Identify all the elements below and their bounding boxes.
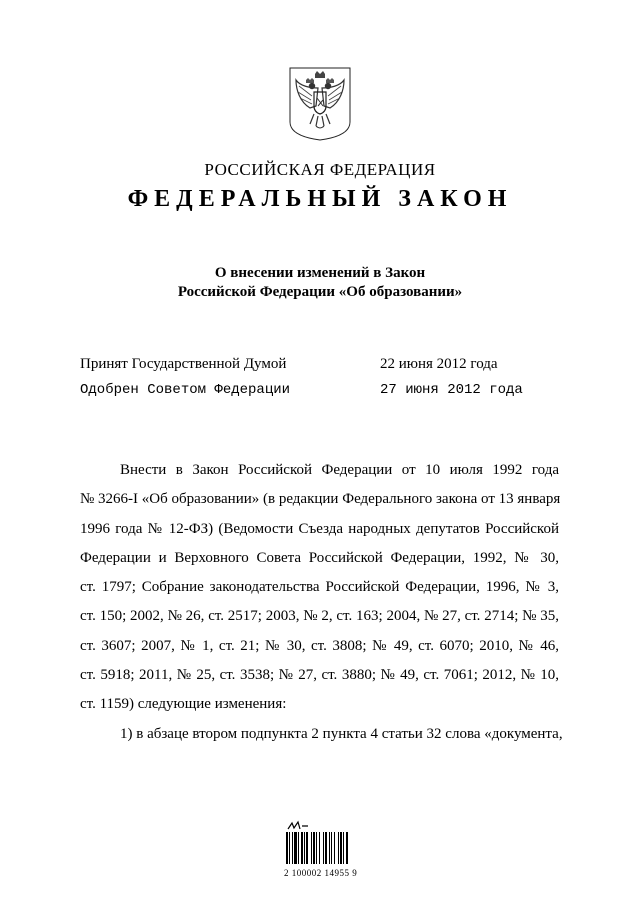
barcode-bars-icon [284, 820, 374, 866]
barcode-bar [286, 832, 288, 864]
barcode-bar [304, 832, 305, 864]
coat-of-arms-emblem-icon [288, 66, 352, 142]
body-paragraph [80, 720, 563, 749]
law-subject-line: О внесении изменений в Закон [214, 265, 426, 281]
barcode-bar [338, 832, 339, 864]
country-title: РОССИЙСКАЯ ФЕДЕРАЦИЯ [204, 160, 436, 179]
body-line: 1996 года № 12-ФЗ) (Ведомости Съезда народных депутатов Российской [80, 520, 559, 537]
barcode-bar [340, 832, 342, 864]
barcode-bar [294, 832, 297, 864]
law-subject-line: Российской Федерации «Об образовании» [177, 284, 463, 300]
barcode-bar [323, 832, 324, 864]
barcode-bar [289, 832, 290, 864]
body-paragraph [80, 456, 559, 720]
barcode-bar [319, 832, 320, 864]
document-type-title: ФЕДЕРАЛЬНЫЙ ЗАКОН [127, 186, 513, 212]
barcode-bar [334, 832, 335, 864]
approval-date: 27 июня 2012 года [380, 382, 523, 398]
barcode-bar [316, 832, 317, 864]
barcode-bar [331, 832, 332, 864]
body-line: 1) в абзаце втором подпункта 2 пункта 4 статьи 32 слова «документа, [120, 725, 563, 742]
body-line: ст. 1797; Собрание законодательства Российской Федерации, 1996, № 3, [80, 579, 559, 596]
body-line: ст. 1159) следующие изменения: [80, 696, 287, 713]
barcode-bar [313, 832, 315, 864]
body-line: Федерации и Верховного Совета Российской Федерации, 1992, № 30, [80, 549, 559, 566]
body-line: ст. 3607; 2007, № 1, ст. 21; № 30, ст. 3808; № 49, ст. 6070; 2010, № 46, [80, 637, 559, 654]
barcode-bar [292, 832, 293, 864]
body-line: Внести в Закон Российской Федерации от 10 июля 1992 года [120, 462, 559, 478]
barcode-bar [343, 832, 344, 864]
law-subject [0, 264, 640, 302]
adoption-date: 22 июня 2012 года [380, 356, 498, 372]
adoption-label: Принят Государственной Думой [80, 356, 287, 372]
barcode-bar [329, 832, 330, 864]
body-line: № 3266-I «Об образовании» (в редакции Федерального закона от 13 января [80, 491, 561, 508]
barcode-bar [325, 832, 327, 864]
law-body [80, 456, 563, 749]
body-line: ст. 5918; 2011, № 25, ст. 3538; № 27, ст. 3880; № 49, ст. 7061; 2012, № 10, [80, 667, 559, 684]
barcode-bar [346, 832, 348, 864]
barcode-bar [301, 832, 303, 864]
approval-label: Одобрен Советом Федерации [80, 382, 291, 398]
barcode-logo-icon [288, 822, 308, 829]
body-line: ст. 150; 2002, № 26, ст. 2517; 2003, № 2, ст. 163; 2004, № 27, ст. 2714; № 35, [80, 608, 559, 625]
barcode-bar [306, 832, 308, 864]
barcode [284, 820, 374, 880]
barcode-bar [298, 832, 299, 864]
barcode-number: 2 100002 14955 9 [284, 868, 358, 878]
barcode-bar [311, 832, 312, 864]
